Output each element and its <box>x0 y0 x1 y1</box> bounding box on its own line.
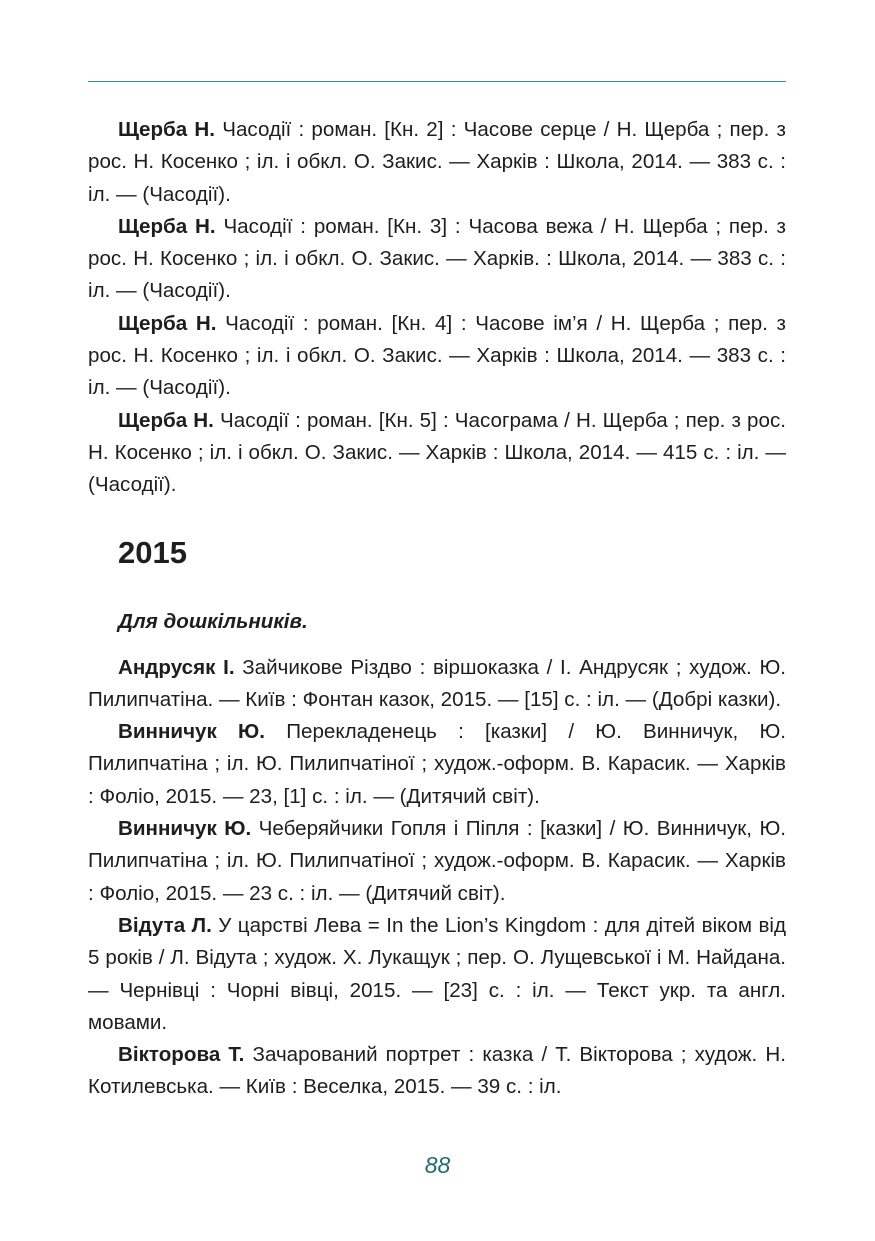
entry-text: Часодії : роман. [Кн. 2] : Часове серце / Н. Щерба ; пер. з рос. Н. Косенко ; іл. і обкл. О. Закис. — Харків : Школа, 2014. — 383 с. : іл. — (Часодії). <box>88 118 786 206</box>
entry-author: Щерба Н. <box>118 408 214 432</box>
entry-text: Часодії : роман. [Кн. 4] : Часове ім’я / Н. Щерба ; пер. з рос. Н. Косенко ; іл. і обкл. О. Закис. — Харків : Школа, 2014. — 383 с. : іл. — (Часодії). <box>88 311 786 400</box>
entry-author: Вікторова Т. <box>118 1043 245 1067</box>
page-content <box>88 114 786 1104</box>
entry-text: Перекладенець : [казки] / Ю. Винничук, Ю. Пилипчатіна ; іл. Ю. Пилипчатіної ; худож.-оформ. В. Карасик. — Харків : Фоліо, 2015. — 23, [1] с. : іл. — (Дитячий світ). <box>88 720 786 808</box>
entry-text: Часодії : роман. [Кн. 3] : Часова вежа / Н. Щерба ; пер. з рос. Н. Косенко ; іл. і обкл. О. Закис. — Харків. : Школа, 2014. — 383 с. : іл. — (Часодії). <box>88 214 786 303</box>
bibliography-entry <box>88 405 786 502</box>
bibliography-entry <box>88 308 786 405</box>
page-number: 88 <box>424 1152 451 1178</box>
entry-author: Винничук Ю. <box>118 817 252 841</box>
entry-text: Зайчикове Різдво : віршоказка / І. Андрусяк ; худож. Ю. Пилипчатіна. — Київ : Фонтан казок, 2015. — [15] с. : іл. — (Добрі казки). <box>88 655 786 711</box>
entry-text: Часодії : роман. [Кн. 5] : Часограма / Н. Щерба ; пер. з рос. Н. Косенко ; іл. і обкл. О. Закис. — Харків : Школа, 2014. — 415 с. : іл. — (Часодії). <box>88 408 786 497</box>
entry-author: Щерба Н. <box>118 118 216 141</box>
entry-text: Чеберяйчики Гопля і Піпля : [казки] / Ю. Винничук, Ю. Пилипчатіна ; іл. Ю. Пилипчатіної ; худож.-оформ. В. Карасик. — Харків : Фоліо, 2015. — 23 с. : іл. — (Дитячий світ). <box>88 817 786 905</box>
entry-author: Щерба Н. <box>118 214 216 238</box>
bibliography-entry <box>88 1039 786 1104</box>
entry-author: Винничук Ю. <box>118 720 265 744</box>
bibliography-entry <box>88 716 786 813</box>
bibliography-entry <box>88 114 786 211</box>
section-heading: Для дошкільників. <box>118 609 308 633</box>
bibliography-entry <box>88 910 786 1039</box>
year-heading: 2015 <box>118 534 187 570</box>
entry-text: Зачарований портрет : казка / Т. Вікторова ; худож. Н. Котилевська. — Київ : Веселка, 2015. — 39 с. : іл. <box>88 1043 786 1099</box>
entry-author: Щерба Н. <box>118 311 217 335</box>
bibliography-entry <box>88 211 786 308</box>
entry-author: Відута Л. <box>118 913 212 937</box>
entry-author: Андрусяк І. <box>118 655 235 679</box>
bibliography-entry <box>88 813 786 910</box>
bibliography-entry <box>88 652 786 717</box>
entry-text: У царстві Лева = In the Lion’s Kingdom : для дітей віком від 5 років / Л. Відута ; худож. Х. Лукащук ; пер. О. Лущевської і М. Найдана. — Чернівці : Чорні вівці, 2015. — [23] с. : іл. — Текст укр. та англ. мовами. <box>88 913 786 1034</box>
top-rule <box>88 81 786 82</box>
